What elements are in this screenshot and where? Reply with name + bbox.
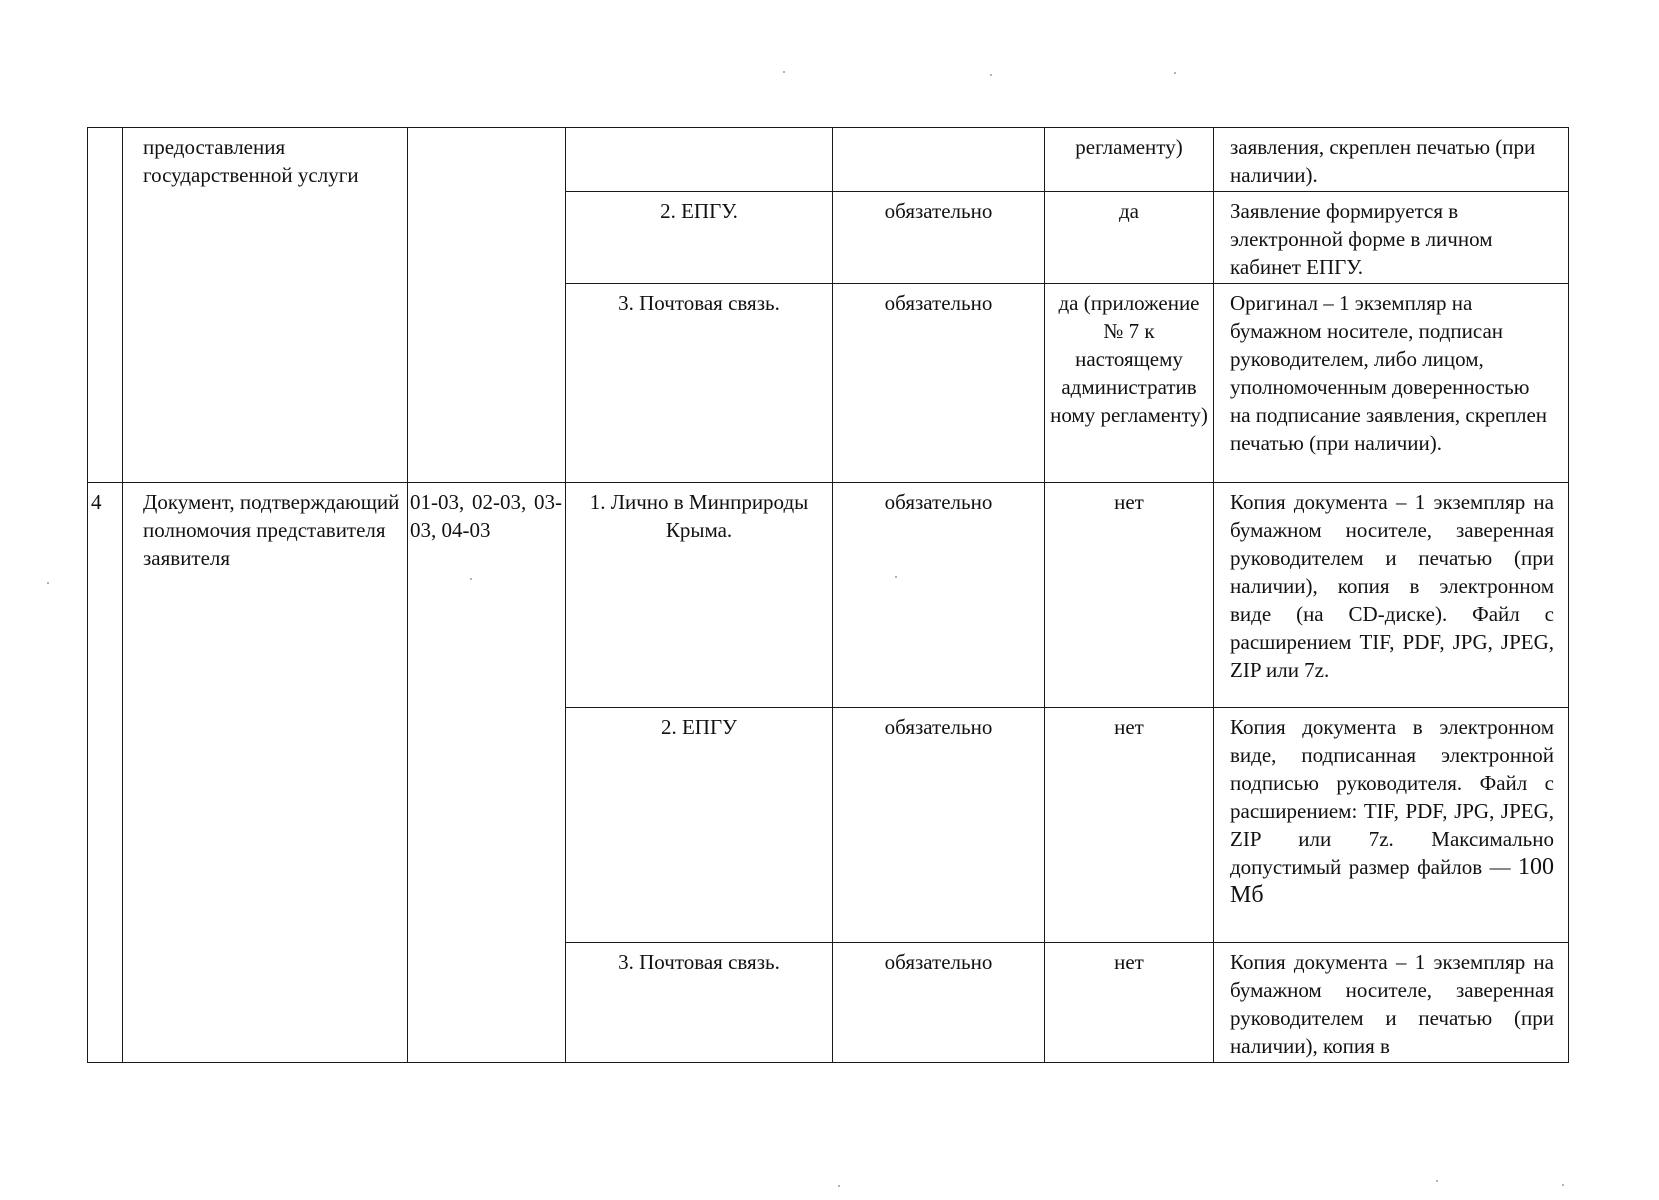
mandatory-cell xyxy=(833,128,1045,192)
scan-speck xyxy=(1174,72,1176,74)
scan-speck xyxy=(783,71,785,73)
template-cell: да xyxy=(1045,192,1214,284)
submission-method-cell: 2. ЕПГУ. xyxy=(566,192,833,284)
codes-cell xyxy=(408,128,566,483)
submission-method-cell: 2. ЕПГУ xyxy=(566,708,833,943)
row-number-cell: 4 xyxy=(88,483,123,1063)
description-cell: Оригинал – 1 экземпляр на бумажном носителе, подписан руководителем, либо лицом, уполномоченным доверенностью на подписание заявления, скреплен печатью (при наличии). xyxy=(1214,284,1569,483)
mandatory-cell: обязательно xyxy=(833,483,1045,708)
submission-method-cell: 1. Лично в Минприроды Крыма. xyxy=(566,483,833,708)
description-cell: заявления, скреплен печатью (при наличии). xyxy=(1214,128,1569,192)
scan-speck xyxy=(1436,1180,1438,1182)
mandatory-cell: обязательно xyxy=(833,284,1045,483)
submission-method-cell xyxy=(566,128,833,192)
document-name-cell: предоставления государственной услуги xyxy=(123,128,408,483)
submission-method-cell: 3. Почтовая связь. xyxy=(566,943,833,1063)
document-name-cell: Документ, подтверждающий полномочия представителя заявителя xyxy=(123,483,408,1063)
table-row xyxy=(88,483,1569,708)
scan-speck xyxy=(47,582,49,584)
description-cell xyxy=(1214,708,1569,943)
description-text: Копия документа в электронном виде, подписанная электронной подписью руководителя. Файл с расширением: TIF, PDF, JPG, JPEG, ZIP или 7z. Максимально допустимый размер файлов — xyxy=(1230,715,1554,879)
row-number-cell xyxy=(88,128,123,483)
template-cell: нет xyxy=(1045,483,1214,708)
template-cell: нет xyxy=(1045,943,1214,1063)
description-cell: Копия документа – 1 экземпляр на бумажном носителе, заверенная руководителем и печатью (при наличии), копия в электронном виде (на CD-диске). Файл с расширением TIF, PDF, JPG, JPEG, ZIP или 7z. xyxy=(1214,483,1569,708)
table-row xyxy=(88,128,1569,192)
template-cell: нет xyxy=(1045,708,1214,943)
codes-cell: 01-03, 02-03, 03-03, 04-03 xyxy=(408,483,566,1063)
documents-table xyxy=(87,127,1569,1063)
mandatory-cell: обязательно xyxy=(833,708,1045,943)
submission-method-cell: 3. Почтовая связь. xyxy=(566,284,833,483)
mandatory-cell: обязательно xyxy=(833,192,1045,284)
template-cell: да (приложение № 7 к настоящему административ ному регламенту) xyxy=(1045,284,1214,483)
template-cell: регламенту) xyxy=(1045,128,1214,192)
scan-speck xyxy=(1562,1184,1564,1186)
scan-speck xyxy=(838,1185,840,1187)
mandatory-cell: обязательно xyxy=(833,943,1045,1063)
scan-speck xyxy=(990,74,992,76)
description-cell: Заявление формируется в электронной форме в личном кабинет ЕПГУ. xyxy=(1214,192,1569,284)
file-size-limit: 100 Мб xyxy=(1230,854,1555,908)
description-cell: Копия документа – 1 экземпляр на бумажном носителе, заверенная руководителем и печатью (при наличии), копия в xyxy=(1214,943,1569,1063)
